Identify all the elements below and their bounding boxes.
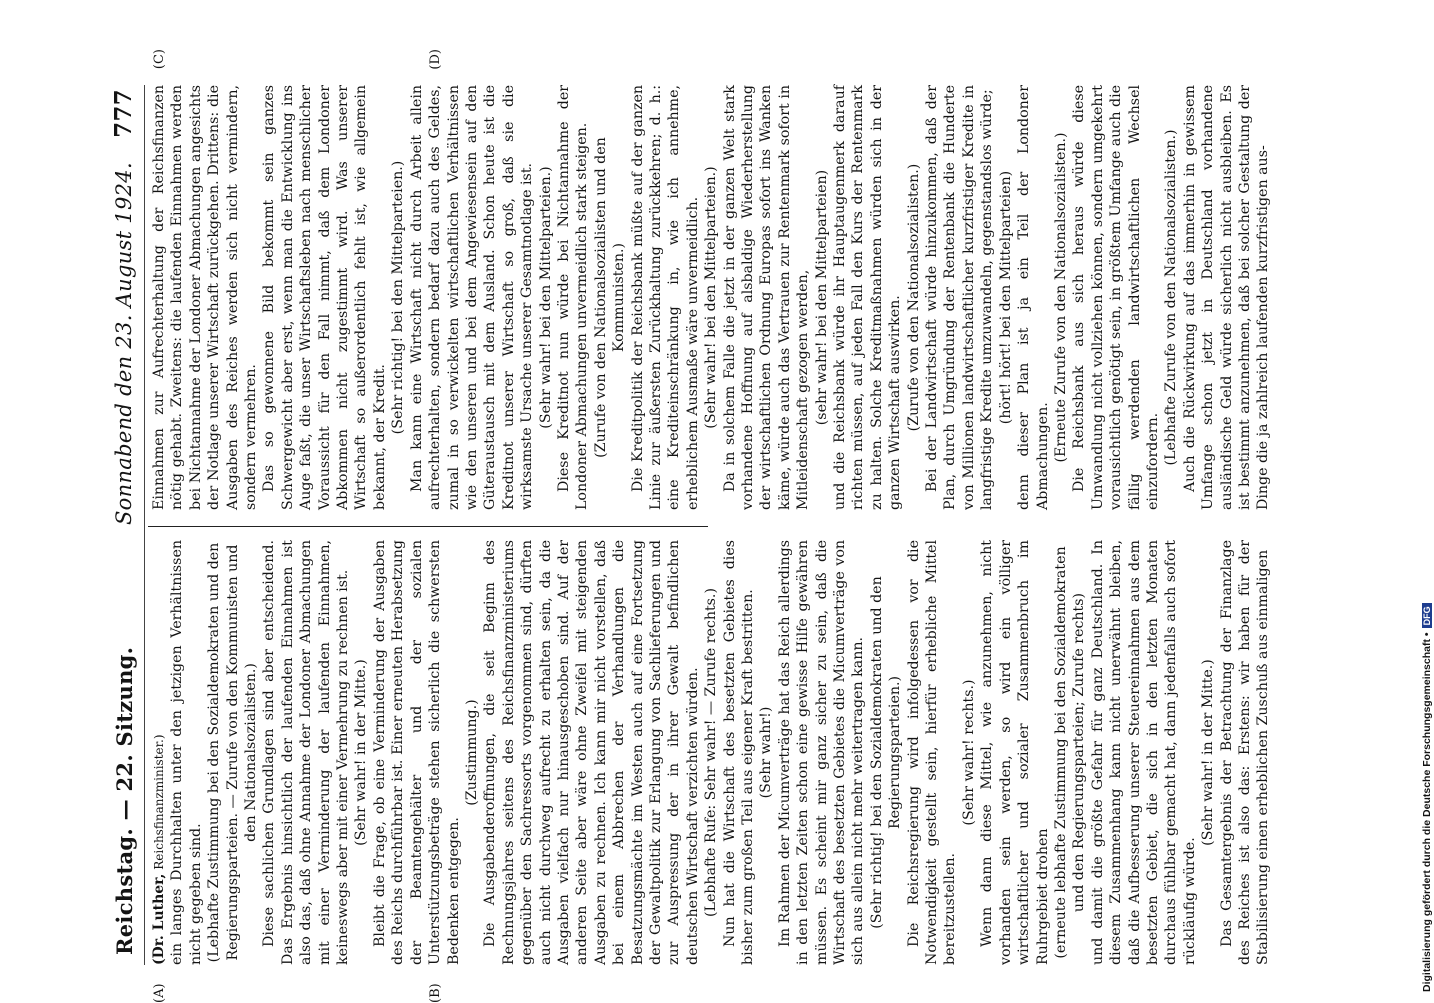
interjection: (Sehr wahr! bei den Mittelparteien.) bbox=[537, 166, 554, 429]
margin-mark-d: (D) bbox=[428, 49, 443, 70]
speaker-role: Reichsfinanzminister.) bbox=[152, 734, 166, 870]
interjection: (Lebhafte Zustimmung bei den Sozialdemokraten und den Regierungsparteien. — Zurufe von den Kommunisten und den Nationalsozialisten.) bbox=[206, 542, 260, 963]
rotated-page bbox=[110, 49, 1410, 1003]
interjection: (Sehr wahr! in der Mitte.) bbox=[353, 659, 370, 846]
paragraph: Das Gesamtergebnis der Betrachtung der Finanzlage des Reiches ist also das: Erstens: wir haben für der Stabilisierung einen erheblichen Zuschuß aus einmaligen bbox=[1218, 540, 1272, 965]
interjection: (Zurufe von den Nationalsozialisten.) bbox=[905, 163, 922, 432]
interjection: (Zurufe von den Nationalsozialisten und den Kommunisten.) bbox=[592, 137, 628, 458]
paragraph: Wenn dann diese Mittel, wie anzunehmen, nicht vorhanden sein werden, so wird ein völliger wirtschaftlicher und sozialer Zusammenbruch im Ruhrgebiet drohen bbox=[979, 540, 1051, 965]
header-rule bbox=[144, 85, 145, 965]
paragraph: ein langes Durchhalten unter den jetzigen Verhältnissen nicht gegeben sind. bbox=[169, 540, 204, 965]
interjection: (Erneute Zurufe von den Nationalsozialisten.) bbox=[1052, 132, 1069, 463]
margin-mark-a: (A) bbox=[152, 983, 167, 1003]
interjection: (Sehr wahr!) bbox=[758, 706, 775, 799]
paragraph: Die Reichsbank aus sich heraus würde diese Umwandlung nicht vollziehen können, sondern umgekehrt vorausichtlich genötigt sein, in größtem Umfange auch die fällig werdenden landwirtschaftlichen Wechsel einzufordern. bbox=[1071, 85, 1161, 510]
header-left: Reichstag. — 22. Sitzung. bbox=[112, 646, 137, 955]
paragraph: und die Reichsbank würde ihr Hauptaugenmerk darauf richten müssen, auf jeden Fall den Kurs der Rentenmark zu halten. Solche Kreditmaßnahmen würden sich in der ganzen Wirtschaft auswirken. bbox=[832, 85, 904, 510]
paragraph: Da in solchem Falle die jetzt in der ganzen Welt stark vorhandene Hoffnung auf alsbaldige Wiederherstellung der wirtschaftlichen Ordnung Europas sofort ins Wanken käme, würde auch das Vertrauen zur Rentenmark sofort in Mitleidenschaft gezogen werden, bbox=[721, 85, 812, 510]
paragraph: Nun hat die Wirtschaft des besetzten Gebietes dies bisher zum großen Teil aus eigener Kraft bestritten. bbox=[721, 540, 756, 965]
paragraph: Diese Kreditnot nun würde bei Nichtannahme der Londoner Abmachungen unvermeidlich stark steigen. bbox=[555, 85, 591, 510]
interjection: (Sehr wahr! in der Mitte.) bbox=[1200, 659, 1217, 846]
paragraph: Auch die Rückwirkung auf das immerhin in gewissem Umfange schon jetzt in Deutschland vorhandene ausländische Geld würde sicherlich nicht ausbleiben. Es ist bestimmt anzunehmen, daß bei solcher Gestaltung der Dinge die ja zahlreich laufenden kurzfristigen aus- bbox=[1181, 85, 1272, 510]
paragraph: Im Rahmen der Micumverträge hat das Reich allerdings in den letzten Zeiten schon eine gewisse Hilfe gewähren müssen. Es scheint mir ganz sicher zu sein, daß die Wirtschaft des besetzten Gebietes die Micumverträge von sich aus allein nicht mehr weitertragen kann. bbox=[776, 540, 867, 965]
interjection: (Sehr wahr! rechts.) bbox=[960, 679, 977, 826]
paragraph: Bleibt die Frage, ob eine Verminderung der Ausgaben des Reichs durchführbar ist. Einer erneuten Herabsetzung der Beamtengehälter und der sozialen Unterstützungsbeträge stehen sicherlich die schwersten Bedenken entgegen. bbox=[371, 540, 462, 965]
paragraph: Die Kreditpolitik der Reichsbank müßte auf der ganzen Linie zur äußersten Zurückhaltung zurückkehren; d. h.: eine Krediteinschränkung in, wie ich annehme, erheblichem Ausmaße wäre unvermeidlich. bbox=[629, 85, 701, 510]
right-column bbox=[150, 85, 1272, 510]
interjection: (sehr wahr! bei den Mittelparteien) bbox=[813, 169, 830, 426]
paragraph: Einnahmen zur Aufrechterhaltung der Reichsfinanzen nötig gehabt. Zweitens: die laufenden Einnahmen werden bei Nichtannahme der Londoner Abmachungen angesichts der Notlage unserer Wirtschaft zurückgehen. Drittens: die Ausgaben des Reiches werden sich nicht vermindern, sondern vermehren. bbox=[151, 85, 260, 510]
header-date: Sonnabend den 23. August 1924. bbox=[112, 162, 136, 525]
left-column bbox=[150, 540, 1272, 965]
interjection: (hört! hört! bei den Mittelparteien) bbox=[997, 170, 1014, 425]
credit-text: Digitalisierung gefördert durch die Deutsche Forschungsgemeinschaft • bbox=[1421, 632, 1433, 992]
interjection: (Sehr wahr! bei den Mittelparteien.) bbox=[703, 166, 720, 429]
margin-mark-b: (B) bbox=[428, 983, 443, 1003]
digitization-credit bbox=[1417, 8, 1434, 992]
column-divider bbox=[148, 526, 708, 527]
interjection: (Sehr richtig! bei den Mittelparteien.) bbox=[390, 160, 407, 435]
speaker-name: (Dr. Luther, bbox=[151, 873, 167, 965]
margin-mark-c: (C) bbox=[152, 49, 167, 70]
paragraph: denn dieser Plan ist ja ein Teil der Londoner Abmachungen. bbox=[1016, 85, 1051, 510]
paragraph: Das so gewonnene Bild bekommt sein ganzes Schwergewicht aber erst, wenn man die Entwicklung ins Auge faßt, die unser Wirtschaftsleben nach menschlicher Voraussicht für den Fall nimmt, daß dem Londoner Abkommen nicht zugestimmt wird. Was unserer Wirtschaft so außerordentlich fehlt ist, wie allgemein bekannt, der Kredit. bbox=[261, 85, 388, 510]
paragraph: Diese sachlichen Grundlagen sind aber entscheidend. Das Ergebnis hinsichtlich der laufenden Einnahmen ist also das, daß ohne Annahme der Londoner Abmachungen mit einer Verminderung der laufenden Einnahmen, keineswegs aber mit einer Vermehrung zu rechnen ist. bbox=[261, 540, 352, 965]
running-head bbox=[110, 85, 144, 965]
paragraph: Bei der Landwirtschaft würde hinzukommen, daß der Plan, durch Umgründung der Rentenbank die Hunderte von Millionen landwirtschaftlicher kurzfristiger Kredite in langfristige Kredite umzuwandeln, gegenstandslos würde; bbox=[924, 85, 996, 510]
page-number: 777 bbox=[110, 89, 137, 138]
paragraph: Man kann eine Wirtschaft nicht durch Arbeit allein aufrechterhalten, sondern bedarf dazu auch des Geldes, zumal in so verwickelten wirtschaftlichen Verhältnissen wie den unseren und bei dem Angewiesensein auf den Güteraustausch mit dem Ausland. Schon heute ist die Kreditnot unserer Wirtschaft so groß, daß sie die wirksamste Ursache unserer Gesamtnotlage ist. bbox=[408, 85, 536, 510]
interjection: (Lebhafte Zurufe von den Nationalsozialisten.) bbox=[1163, 129, 1180, 466]
paragraph: und damit die größte Gefahr für ganz Deutschland. In diesem Zusammenhang kann nicht unerwähnt bleiben, daß die Aufbesserung unserer Steuereinnahmen aus dem besetzten Gebiet, die sich in den letzten Monaten durchaus fühlbar gemacht hat, dann jedenfalls auch sofort rückläufig würde. bbox=[1089, 540, 1198, 965]
interjection: (erneute lebhafte Zustimmung bei den Sozialdemokraten und den Regierungsparteien; Zurufe rechts) bbox=[1052, 546, 1088, 959]
speaker-line bbox=[150, 540, 168, 965]
interjection: (Sehr richtig! bei den Sozialdemokraten und den Regierungsparteien.) bbox=[868, 576, 904, 929]
credit-line bbox=[1421, 8, 1434, 992]
dfg-logo: DFG bbox=[1422, 603, 1432, 628]
paragraph: Die Ausgabenderoffnungen, die seit Beginn des Rechnungsjahres seitens des Reichsfinanzministeriums gegenüber den Sachressorts vorgenommen sind, dürften auch nicht durchweg aufrecht zu erhalten sein, da die Ausgaben vielfach nur hinausgeschoben sind. Auf der anderen Seite aber wäre ohne Zweifel mit steigenden Ausgaben zu rechnen. Ich kann mir nicht vorstellen, daß bei einem Abbrechen der Verhandlungen die Besatzungsmächte im Westen auch auf eine Fortsetzung der Gewaltpolitik zur Erlangung von Sachlieferungen und zur Auspressung der in ihrer Gewalt befindlichen deutschen Wirtschaft verzichten würden. bbox=[482, 540, 701, 965]
interjection: (Zustimmung.) bbox=[463, 699, 480, 806]
interjection: (Lebhafte Rufe: Sehr wahr! — Zurufe rechts.) bbox=[703, 588, 720, 917]
paragraph: Die Reichsregierung wird infolgedessen vor die Notwendigkeit gestellt sein, hierfür erhebliche Mittel bereitzustellen. bbox=[905, 540, 959, 965]
